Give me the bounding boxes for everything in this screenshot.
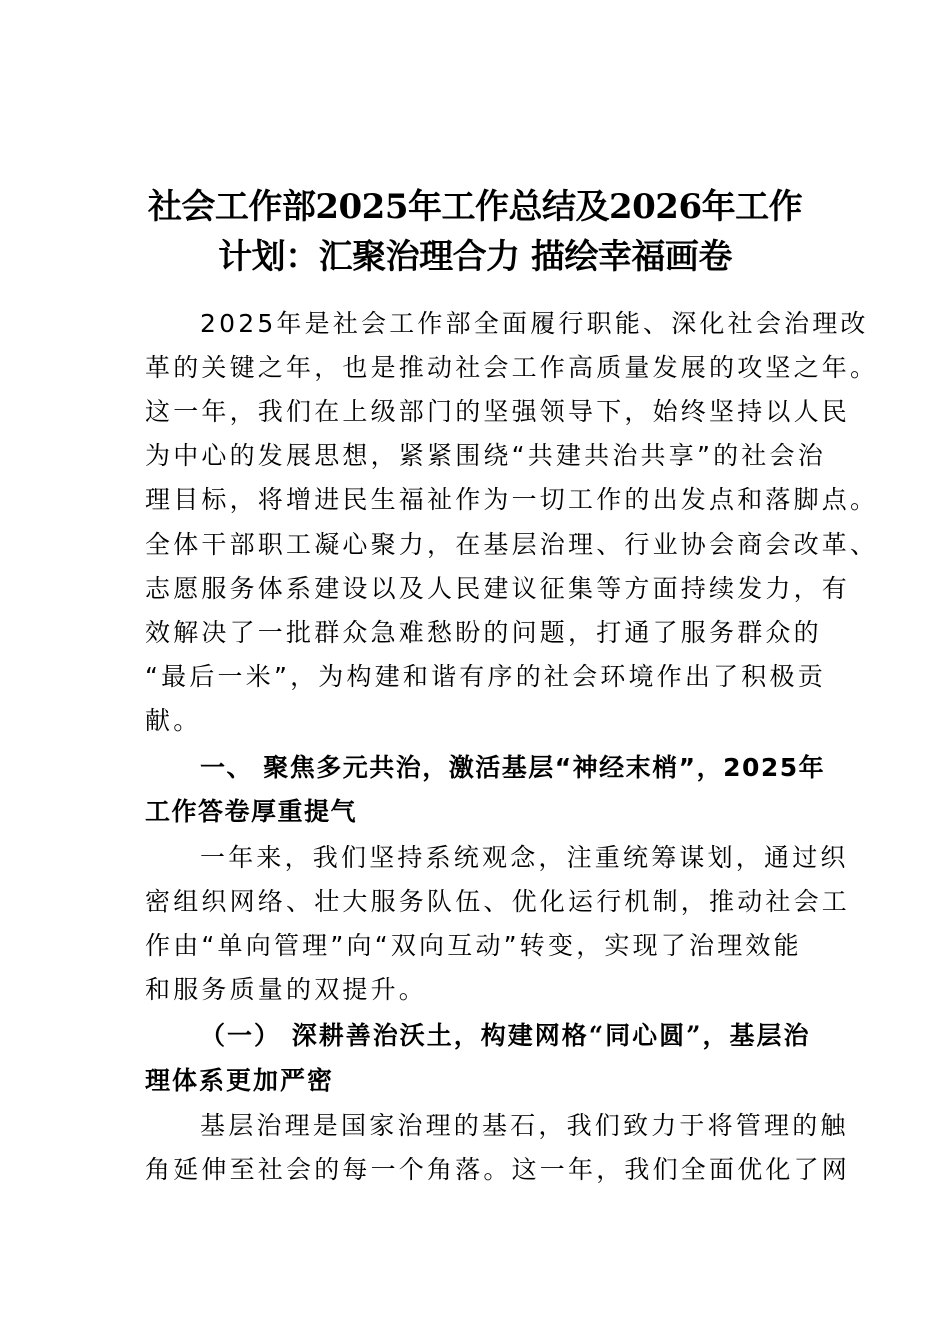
section-paragraph-line: 和服务质量的双提升。 (145, 975, 428, 1004)
section-heading: 工作答卷厚重提气 (145, 797, 358, 826)
intro-paragraph-line: 这一年，我们在上级部门的坚强领导下，始终坚持以人民 (145, 397, 851, 426)
intro-paragraph-line: 为中心的发展思想，紧紧围绕“共建共治共享”的社会治 (145, 441, 826, 470)
intro-paragraph-line: 全体干部职工凝心聚力，在基层治理、行业协会商会改革、 (145, 530, 879, 559)
subsection-paragraph-line: 基层治理是国家治理的基石，我们致力于将管理的触 (200, 1111, 849, 1140)
intro-paragraph-line: 效解决了一批群众急难愁盼的问题，打通了服务群众的 (145, 618, 822, 647)
section-heading: 一、 聚焦多元共治，激活基层“神经末梢”，2025年 (200, 753, 826, 782)
intro-paragraph-line: 理目标，将增进民生福祉作为一切工作的出发点和落脚点。 (145, 485, 879, 514)
subsection-paragraph-line: 角延伸至社会的每一个角落。这一年，我们全面优化了网 (145, 1155, 851, 1184)
intro-paragraph-line: 革的关键之年，也是推动社会工作高质量发展的攻坚之年。 (145, 353, 879, 382)
intro-paragraph-line: 献。 (145, 706, 202, 735)
title-line: 社会工作部2025年工作总结及2026年工作 (147, 187, 803, 227)
section-paragraph-line: 一年来，我们坚持系统观念，注重统筹谋划，通过织 (200, 843, 849, 872)
title-line: 计划：汇聚治理合力 描绘幸福画卷 (218, 237, 732, 277)
subsection-heading: （一） 深耕善治沃土，构建网格“同心圆”，基层治 (200, 1021, 811, 1050)
intro-paragraph-line: 志愿服务体系建设以及人民建议征集等方面持续发力，有 (145, 574, 851, 603)
intro-paragraph-line: 2025年是社会工作部全面履行职能、深化社会治理改 (200, 309, 869, 338)
section-paragraph-line: 密组织网络、壮大服务队伍、优化运行机制，推动社会工 (145, 887, 851, 916)
subsection-heading: 理体系更加严密 (145, 1066, 335, 1095)
intro-paragraph-line: “最后一米”，为构建和谐有序的社会环境作出了积极贡 (145, 662, 826, 691)
section-paragraph-line: 作由“单向管理”向“双向互动”转变，实现了治理效能 (145, 931, 802, 960)
document-title (100, 182, 850, 282)
